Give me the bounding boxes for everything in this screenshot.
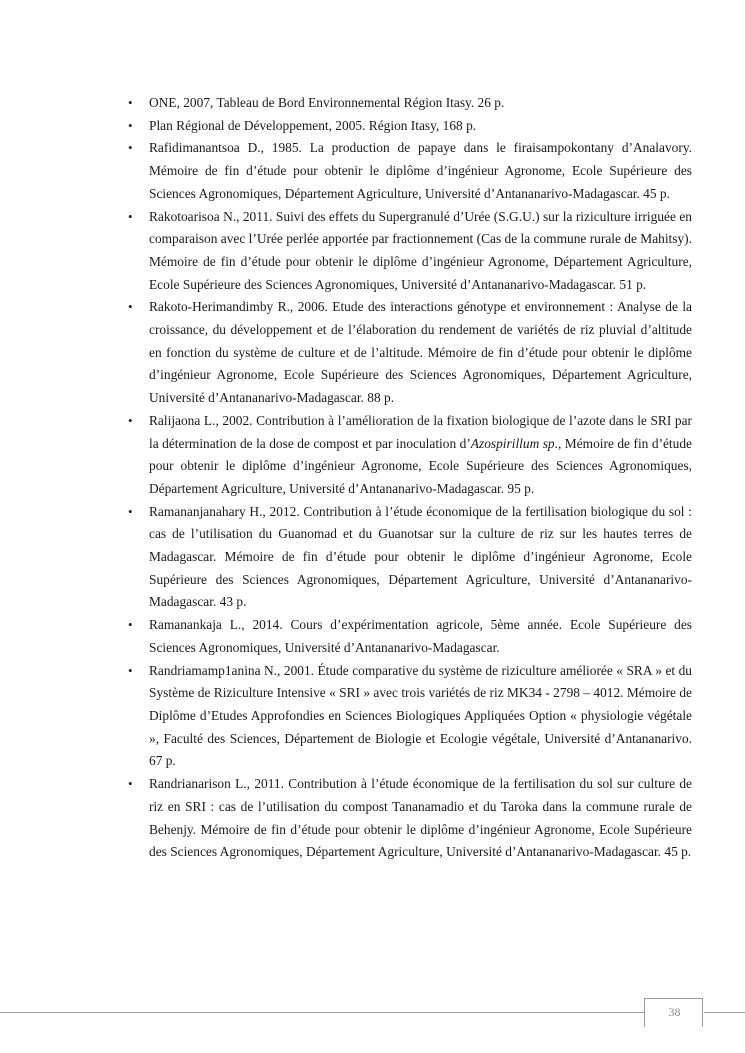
bullet-icon: • bbox=[128, 208, 133, 224]
bullet-icon: • bbox=[128, 299, 133, 315]
page-number-box bbox=[644, 998, 703, 1027]
footer-rule bbox=[704, 1012, 745, 1013]
reference-item bbox=[127, 296, 692, 410]
reference-item bbox=[127, 410, 692, 501]
reference-text: ONE, 2007, Tableau de Bord Environnemental Région Itasy. 26 p. bbox=[149, 95, 505, 110]
bullet-icon: • bbox=[128, 617, 133, 633]
reference-item bbox=[127, 773, 692, 864]
reference-list bbox=[127, 92, 692, 864]
reference-item bbox=[127, 660, 692, 774]
reference-item bbox=[127, 206, 692, 297]
reference-text: Randriamamp1anina N., 2001. Étude comparative du système de riziculture améliorée « SRA » et du Système de Riziculture Intensive « SRI » avec trois variétés de riz MK34 - 2798 – 4012. Mémoire de Diplôme d’Etudes Approfondies en Sciences Biologiques Appliquées Option « physiologie végétale », Faculté des Sciences, Département de Biologie et Ecologie végétale, Université d’Antananarivo. 67 p. bbox=[149, 662, 692, 769]
reference-item bbox=[127, 137, 692, 205]
reference-text: Rakotoarisoa N., 2011. Suivi des effets du Supergranulé d’Urée (S.G.U.) sur la riziculture irriguée en comparaison avec l’Urée perlée apportée par fractionnement (Cas de la commune rurale de Mahitsy). Mémoire de fin d’étude pour obtenir le diplôme d’ingénieur Agronome, Département Agriculture, Ecole Supérieure des Sciences Agronomiques, Université d’Antananarivo-Madagascar. 51 p. bbox=[149, 208, 692, 292]
reference-item bbox=[127, 115, 692, 138]
reference-text: Ramananjanahary H., 2012. Contribution à l’étude économique de la fertilisation biologique du sol : cas de l’utilisation du Guanomad et du Guanotsar sur la culture de riz sur les hautes terres de Madagascar. Mémoire de fin d’étude pour obtenir le diplôme d’ingénieur Agronome, Ecole Supérieure des Sciences Agronomiques, Département Agriculture, Université d’Antananarivo-Madagascar. 43 p. bbox=[149, 503, 692, 610]
bullet-icon: • bbox=[128, 776, 133, 792]
reference-item bbox=[127, 92, 692, 115]
reference-text: Rakoto-Herimandimby R., 2006. Etude des interactions génotype et environnement : Analyse de la croissance, du développement et de l’élaboration du rendement de variétés de riz pluvial d’altitude en fonction du système de culture et de l’altitude. Mémoire de fin d’étude pour obtenir le diplôme d’ingénieur Agronome, Ecole Supérieure des Sciences Agronomiques, Département Agriculture, Université d’Antananarivo-Madagascar. 88 p. bbox=[149, 299, 692, 406]
bullet-icon: • bbox=[128, 140, 133, 156]
reference-text: Ralijaona L., 2002. Contribution à l’amélioration de la fixation biologique de l’azote dans le SRI par la détermination de la dose de compost et par inoculation d’Azospirillum sp., Mémoire de fin d’étude pour obtenir le diplôme d’ingénieur Agronome, Ecole Supérieure des Sciences Agronomiques, Département Agriculture, Université d’Antananarivo-Madagascar. 95 p. bbox=[149, 412, 692, 496]
bullet-icon: • bbox=[128, 412, 133, 428]
reference-text: Randrianarison L., 2011. Contribution à l’étude économique de la fertilisation du sol sur culture de riz en SRI : cas de l’utilisation du compost Tananamadio et du Taroka dans la commune rurale de Behenjy. Mémoire de fin d’étude pour obtenir le diplôme d’ingénieur Agronome, Ecole Supérieure des Sciences Agronomiques, Département Agriculture, Université d’Antananarivo-Madagascar. 45 p. bbox=[149, 776, 692, 860]
reference-text: Plan Régional de Développement, 2005. Région Itasy, 168 p. bbox=[149, 117, 477, 133]
footer-rule bbox=[0, 1012, 644, 1013]
reference-text: Ramanankaja L., 2014. Cours d’expérimentation agricole, 5ème année. Ecole Supérieure des Sciences Agronomiques, Université d’Antananarivo-Madagascar. bbox=[149, 617, 692, 655]
species-name: Azospirillum sp bbox=[470, 435, 555, 451]
bullet-icon: • bbox=[128, 95, 133, 110]
reference-text: Rafidimanantsoa D., 1985. La production de papaye dans le firaisampokontany d’Analavory. Mémoire de fin d’étude pour obtenir le diplôme d’ingénieur Agronome, Ecole Supérieure des Sciences Agronomiques, Département Agriculture, Université d’Antananarivo-Madagascar. 45 p. bbox=[149, 140, 692, 201]
bullet-icon: • bbox=[128, 503, 133, 519]
bullet-icon: • bbox=[128, 662, 133, 678]
reference-item bbox=[127, 501, 692, 615]
bullet-icon: • bbox=[128, 117, 133, 133]
reference-item bbox=[127, 614, 692, 659]
page-number: 38 bbox=[668, 1005, 681, 1019]
